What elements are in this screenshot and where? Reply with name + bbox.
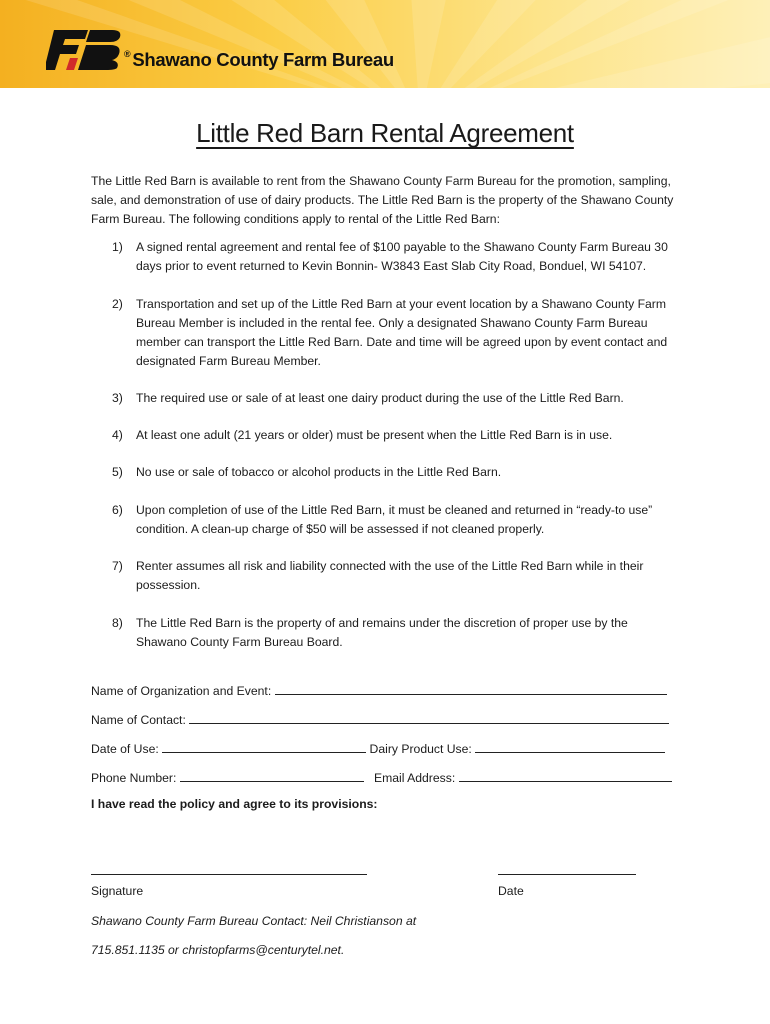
date-sign-label: Date: [498, 884, 524, 898]
list-number: 6): [112, 503, 123, 517]
date-of-use-label: Date of Use:: [91, 742, 159, 756]
dairy-product-label: Dairy Product Use:: [369, 742, 472, 756]
list-text: Upon completion of use of the Little Red Barn, it must be cleaned and returned in “ready-to use” condition. A clean-up charge of $50 will be assessed if not cleaned properly.: [136, 503, 653, 536]
list-item: [91, 295, 681, 371]
organization-name: [124, 49, 394, 71]
list-number: 2): [112, 297, 123, 311]
signature-label: Signature: [91, 884, 144, 898]
email-input-line[interactable]: [459, 769, 672, 782]
agreement-statement: I have read the policy and agree to its provisions:: [91, 797, 378, 811]
header-banner: [0, 0, 770, 88]
list-number: 4): [112, 428, 123, 442]
list-item: [91, 238, 681, 276]
list-number: 8): [112, 616, 123, 630]
list-text: The required use or sale of at least one dairy product during the use of the Little Red Barn.: [136, 391, 624, 405]
org-event-label: Name of Organization and Event:: [91, 684, 272, 698]
organization-name-text: Shawano County Farm Bureau: [132, 49, 394, 70]
document-title: Little Red Barn Rental Agreement: [196, 118, 574, 148]
farm-bureau-logo-icon: [46, 30, 122, 70]
signature-input-line[interactable]: [91, 862, 367, 875]
list-item: [91, 614, 681, 652]
list-text: No use or sale of tobacco or alcohol products in the Little Red Barn.: [136, 465, 502, 479]
list-item: [91, 557, 681, 595]
list-number: 7): [112, 559, 123, 573]
list-number: 3): [112, 391, 123, 405]
list-item: [91, 426, 681, 445]
list-text: The Little Red Barn is the property of and remains under the discretion of proper use by the Shawano County Farm Bureau Board.: [136, 616, 628, 649]
date-of-use-input-line[interactable]: [162, 740, 366, 753]
date-dairy-field: [91, 740, 691, 759]
date-sign-input-line[interactable]: [498, 862, 636, 875]
list-text: Renter assumes all risk and liability connected with the use of the Little Red Barn while in their possession.: [136, 559, 644, 592]
list-item: [91, 463, 681, 482]
org-event-input-line[interactable]: [275, 682, 667, 695]
list-number: 1): [112, 240, 123, 254]
list-text: Transportation and set up of the Little Red Barn at your event location by a Shawano County Farm Bureau Member is included in the rental fee. Only a designated Shawano County Farm Bureau member can transport the Little Red Barn. Date and time will be agreed upon by event contact and designated Farm Bureau Member.: [136, 297, 668, 368]
contact-line-1: Shawano County Farm Bureau Contact: Neil Christianson at: [91, 914, 417, 928]
contact-label: Name of Contact:: [91, 713, 186, 727]
contact-field: [91, 711, 691, 730]
email-label: Email Address:: [373, 771, 456, 785]
list-text: A signed rental agreement and rental fee of $100 payable to the Shawano County Farm Bureau 30 days prior to event returned to Kevin Bonnin- W3843 East Slab City Road, Bonduel, WI 54107.: [136, 240, 668, 273]
phone-input-line[interactable]: [180, 769, 364, 782]
list-item: [91, 389, 681, 408]
phone-label: Phone Number:: [91, 771, 177, 785]
dairy-product-input-line[interactable]: [475, 740, 665, 753]
list-item: [91, 501, 681, 539]
contact-input-line[interactable]: [189, 711, 669, 724]
list-text: At least one adult (21 years or older) must be present when the Little Red Barn is in use.: [136, 428, 613, 442]
intro-paragraph: The Little Red Barn is available to rent from the Shawano County Farm Bureau for the promotion, sampling, sale, and demonstration of use of dairy products. The Little Red Barn is the property of the Shawano County Farm Bureau. The following conditions apply to rental of the Little Red Barn:: [91, 174, 674, 226]
org-event-field: [91, 682, 691, 701]
phone-email-field: [91, 769, 691, 788]
list-number: 5): [112, 465, 123, 479]
contact-line-2: 715.851.1135 or christopfarms@centurytel.net.: [91, 943, 345, 957]
registered-mark: ®: [124, 49, 131, 59]
